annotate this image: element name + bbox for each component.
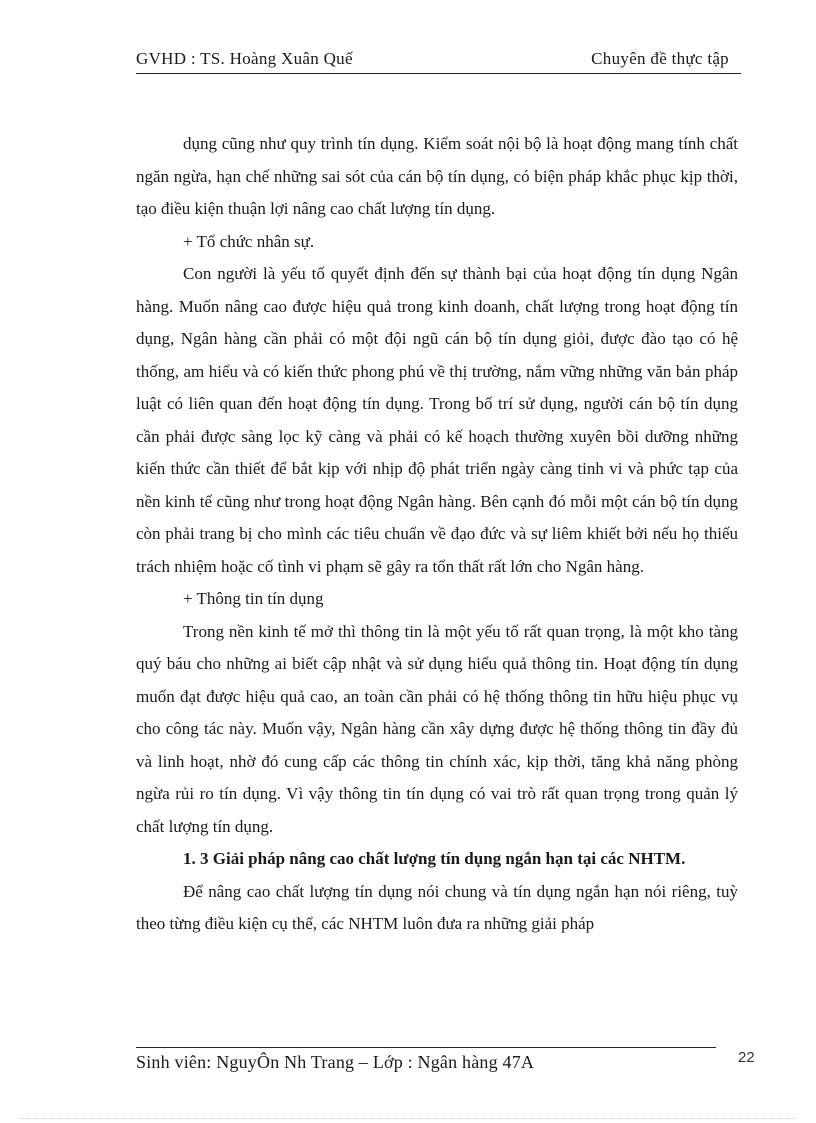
section-heading: 1. 3 Giải pháp nâng cao chất lượng tín dụng ngắn hạn tại các NHTM. [183, 849, 686, 868]
paragraph-internal-control: dụng cũng như quy trình tín dụng. Kiểm soát nội bộ là hoạt động mang tính chất ngăn ngừa, hạn chế những sai sót của cán bộ tín dụng, có biện pháp khắc phục kịp thời, tạo điều kiện thuận lợi nâng cao chất lượng tín dụng. [136, 134, 738, 218]
paragraph-solutions-intro: Để nâng cao chất lượng tín dụng nói chung và tín dụng ngắn hạn nói riêng, tuỳ theo từng điều kiện cụ thể, các NHTM luôn đưa ra những giải pháp [136, 881, 738, 933]
paragraph-credit-information: Trong nền kinh tế mở thì thông tin là một yếu tố rất quan trọng, là một kho tàng quý báu cho những ai biết cập nhật và sử dụng hiểu quả thông tin. Hoạt động tín dụng muốn đạt được hiệu quả cao, an toàn cần phải có hệ thống thông tin hữu hiệu phục vụ cho công tác này. Muốn vậy, Ngân hàng cần xây dựng được hệ thống thông tin đầy đủ và linh hoạt, nhờ đó cung cấp các thông tin chính xác, kịp thời, tăng khả năng phòng ngừa rủi ro tín dụng. Vì vậy thông tin tín dụng có vai trò rất quan trọng trong quản lý chất lượng tín dụng. [136, 621, 738, 836]
page-bottom-border [20, 1118, 796, 1119]
footer-divider [136, 1047, 716, 1048]
header-supervisor: GVHD : TS. Hoàng Xuân Quế [136, 49, 353, 68]
page-header [136, 49, 741, 74]
paragraph-personnel: Con người là yếu tố quyết định đến sự thành bại của hoạt động tín dụng Ngân hàng. Muốn nâng cao được hiệu quả trong kinh doanh, chất lượng trong hoạt động tín dụng, Ngân hàng cần phải có một đội ngũ cán bộ tín dụng giỏi, được đào tạo có hệ thống, am hiểu và có kiến thức phong phú về thị trường, nắm vững những văn bản pháp luật có liên quan đến hoạt động tín dụng. Trong bố trí sử dụng, người cán bộ tín dụng cần phải được sàng lọc kỹ càng và phải có kế hoạch thường xuyên bồi dưỡng những kiến thức cần thiết để bắt kịp với nhịp độ phát triển ngày càng tinh vi và phức tạp của nền kinh tế cũng như trong hoạt động Ngân hàng. Bên cạnh đó mỗi một cán bộ tín dụng còn phải trang bị cho mình các tiêu chuẩn về đạo đức và sự liêm khiết bởi nếu họ thiếu trách nhiệm hoặc cố tình vi phạm sẽ gây ra tổn thất rất lớn cho Ngân hàng. [136, 264, 738, 576]
subheading-credit-information: + Thông tin tín dụng [183, 589, 324, 608]
footer-student-info: Sinh viên: NguyÔn Nh Trang – Lớp : Ngân hàng 47A [136, 1052, 535, 1072]
page-number: 22 [738, 1049, 755, 1066]
document-body [136, 128, 738, 941]
header-document-type: Chuyên đề thực tập [591, 49, 729, 68]
subheading-personnel: + Tổ chức nhân sự. [183, 231, 315, 251]
